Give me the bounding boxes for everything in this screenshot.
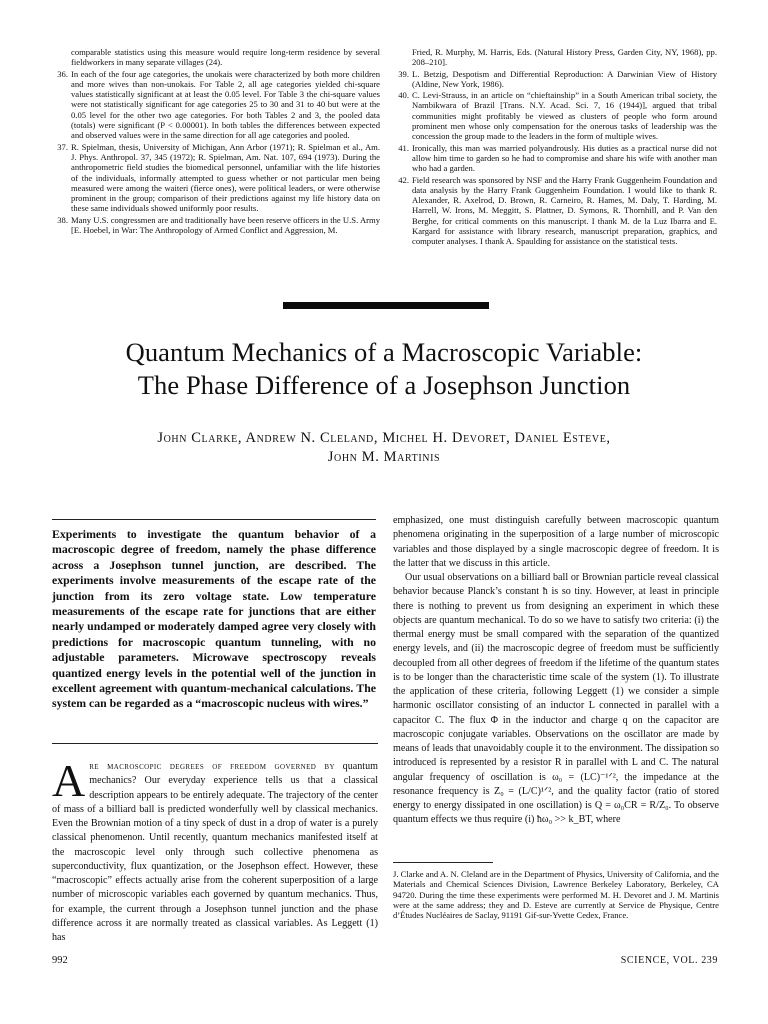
note-text: R. Spielman, thesis, University of Michigan, Ann Arbor (1971); R. Spielman et al., Am. J. Phys. Anthropol. 37, 345 (1972); R. Spielman, Am. Nat. 107, 694 (1973). During the anthropometric field studies the biomedical personnel, unfamiliar with the life histories of the individuals, informally attempted to guess whether or not particular men being measured were among the waiteri (fierce ones), were political leaders, or were otherwise prominent in the group; comparison of their predictions against my life history data on these same individuals showed uniformly poor results. bbox=[71, 141, 380, 214]
note-text: comparable statistics using this measure would require long-term residence by several fieldworkers in many separate villages (24). bbox=[71, 47, 380, 68]
note-text: Many U.S. congressmen are and traditionally have been reserve officers in the U.S. Army [E. Hoebel, in War: The Anthropology of Armed Conflict and Aggression, M. bbox=[71, 214, 380, 236]
note-41 bbox=[393, 143, 717, 174]
note-text: Ironically, this man was married polyandrously. His duties as a practical nurse did not allow him time to garden so he had to compromise and share his wife with another man who had a garden. bbox=[412, 142, 717, 174]
article-title bbox=[30, 336, 738, 402]
body-paragraph-1: emphasized, one must distinguish carefully between macroscopic quantum phenomena originating in the superposition of a large number of microscopic variables and those displayed by a single macroscopic degree of freedom. It is the latter that we discuss in this article. bbox=[393, 515, 719, 569]
author-list bbox=[40, 429, 728, 467]
journal-footer: SCIENCE, VOL. 239 bbox=[620, 955, 718, 966]
note-number: 40. bbox=[398, 90, 409, 101]
note-42 bbox=[393, 175, 717, 247]
note-text: Field research was sponsored by NSF and the Harry Frank Guggenheim Foundation and data analysis by the Harry Frank Guggenheim Foundation. I would like to thank R. Alexander, R. Axelrod, D. Brown, R. Carneiro, R. Hames, M. Daly, T. Harding, M. Harrell, W. Irons, M. Meggitt, S. Plattner, D. Symons, R. Thornhill, and P. Van den Berghe, for critical comments on this manuscript. I thank M. de la Luz Ibarra and E. Kargard for assistance with library research, manuscript preparation, graphics, and computer analyses. I thank A. Spaulding for assistance on the statistical tests. bbox=[412, 174, 717, 247]
note-continuation bbox=[393, 47, 717, 68]
footnote-rule bbox=[393, 862, 493, 863]
note-38 bbox=[52, 215, 380, 236]
abstract: Experiments to investigate the quantum behavior of a macroscopic degree of freedom, namely the phase difference across a Josephson tunnel junction, are described. The experiments involve measurements of the escape rate of the junction from its zero voltage state. Low temperature measurements of the escape rate for junctions that are either nearly undamped or moderately damped agree very closely with predictions for macroscopic quantum tunneling, with no adjustable parameters. Microwave spectroscopy reveals quantized energy levels in the potential well of the junction in excellent agreement with quantum-mechanical calculations. The system can be regarded as a “macroscopic nucleus with wires.” bbox=[52, 527, 376, 711]
introduction-paragraph bbox=[52, 755, 378, 945]
intro-text: quantum mechanics? Our everyday experience tells us that a classical description appears to be entirely adequate. The trajectory of the center of mass of a billiard ball is predicted wonderfully well by classical mechanics. Even the Brownian motion of a tiny speck of dust in a drop of water is a purely classical phenomenon. Until recently, quantum mechanics manifested itself at the macroscopic level only through such collective phenomena as superconductivity, flux quantization, or the Josephson effect. However, these “macroscopic” effects actually arise from the coherent superposition of a large number of microscopic variables each governed by quantum mechanics. Thus, for example, the current through a Josephson tunnel junction and the phase difference across it are normally treated as classical variables. As Leggett (1) has bbox=[52, 761, 378, 943]
note-text: L. Betzig, Despotism and Differential Reproduction: A Darwinian View of History (Aldine, New York, 1986). bbox=[412, 68, 717, 89]
note-continuation bbox=[52, 47, 380, 68]
notes-right-column bbox=[393, 47, 717, 248]
note-number: 41. bbox=[398, 142, 409, 153]
note-39 bbox=[393, 69, 717, 90]
note-number: 39. bbox=[398, 68, 409, 79]
affiliation-footnote: J. Clarke and A. N. Cleland are in the Department of Physics, University of California, and the Materials and Chemical Sciences Division, Lawrence Berkeley Laboratory, Berkeley, CA 94720. During the time these experiments were performed M. H. Devoret and J. M. Martinis were at the same address; they and D. Esteve are currently at Service de Physique, Centre d’Études Nucléaires de Saclay, 91191 Gif-sur-Yvette Cedex, France. bbox=[393, 869, 719, 921]
note-40 bbox=[393, 90, 717, 141]
note-text: C. Levi-Strauss, in an article on “chieftainship” in a South American tribal society, the Nambikwara of Brazil [Trans. N.Y. Acad. Sci. 7, 16 (1944)], argued that tribal communities might profitably be viewed as clusters of people who form around prominent men whose only compensation for the onerous tasks of leadership was the concession the group made to the leaders in the form of multiple wives. bbox=[412, 90, 717, 142]
notes-left-column bbox=[52, 47, 380, 236]
page-number: 992 bbox=[52, 955, 68, 966]
section-divider-rule bbox=[283, 302, 489, 309]
body-paragraph-2: Our usual observations on a billiard ball or Brownian particle reveal classical behavior because Planck’s constant ħ is so tiny. However, at least in principle there is nothing to prevent us from designing an experiment in which these objects are quantum mechanical. To do so we have to satisfy two criteria: (i) the thermal energy must be small compared with the separation of the quantized energy levels, and (ii) the macroscopic degree of freedom must be sufficiently decoupled from all other degrees of freedom if the lifetime of the quantum states is to be longer than the characteristic time scale of the system (1). To illustrate the application of these criteria, following Leggett (1) we consider a simple harmonic oscillator consisting of an inductor L connected in parallel with a capacitor C. The flux Φ in the inductor and charge q on the capacitor are macroscopic conjugate variables. Observations on the oscillator are made by means of leads that unavoidably couple it to the environment. The dissipation so introduced is represented by a resistor R in parallel with L and C. The natural angular frequency of oscillation is ω₀ = (LC)⁻¹ᐟ², the impedance at the resonance frequency is Z₀ = (L/C)¹ᐟ², and the quality factor (ratio of stored energy to energy dissipated in one oscillation) is Q = ω₀CR = R/Z₀. To observe quantum effects we thus require (i) ħω₀ >> k_BT, where bbox=[393, 572, 719, 826]
note-text: Fried, R. Murphy, M. Harris, Eds. (Natural History Press, Garden City, NY, 1968), pp. 208–210]. bbox=[412, 47, 717, 68]
article-title-line1: Quantum Mechanics of a Macroscopic Variable: bbox=[125, 337, 643, 367]
note-number: 36. bbox=[57, 68, 68, 79]
note-number: 37. bbox=[57, 141, 68, 152]
note-37 bbox=[52, 142, 380, 214]
abstract-top-rule bbox=[52, 519, 376, 520]
note-number: 42. bbox=[398, 174, 409, 185]
intro-top-rule bbox=[52, 743, 378, 744]
authors-line1: John Clarke, Andrew N. Cleland, Michel H. Devoret, Daniel Esteve, bbox=[157, 430, 611, 446]
note-number: 38. bbox=[57, 214, 68, 225]
note-36 bbox=[52, 69, 380, 141]
body-right-column bbox=[393, 514, 719, 828]
intro-lead-in: re macroscopic degrees of freedom governed by bbox=[89, 761, 335, 772]
drop-cap: A bbox=[52, 755, 86, 806]
note-text: In each of the four age categories, the unokais were characterized by both more children and more wives than non-unokais. For Table 2, all age categories yielded chi-square values statistically significant at at least the 0.05 level. For Table 3 the chi-square values were not statistically significant for age categories 25 to 30 and 31 to 40 but were at the 0.05 level for the other two age categories. For both Tables 2 and 3, the pooled data (totals) were significant (P < 0.00001). In both tables the differences between expected and observed values were in the same direction for all age categories and pooled. bbox=[71, 68, 380, 141]
article-title-line2: The Phase Difference of a Josephson Junction bbox=[137, 370, 631, 400]
authors-line2: John M. Martinis bbox=[327, 449, 441, 465]
